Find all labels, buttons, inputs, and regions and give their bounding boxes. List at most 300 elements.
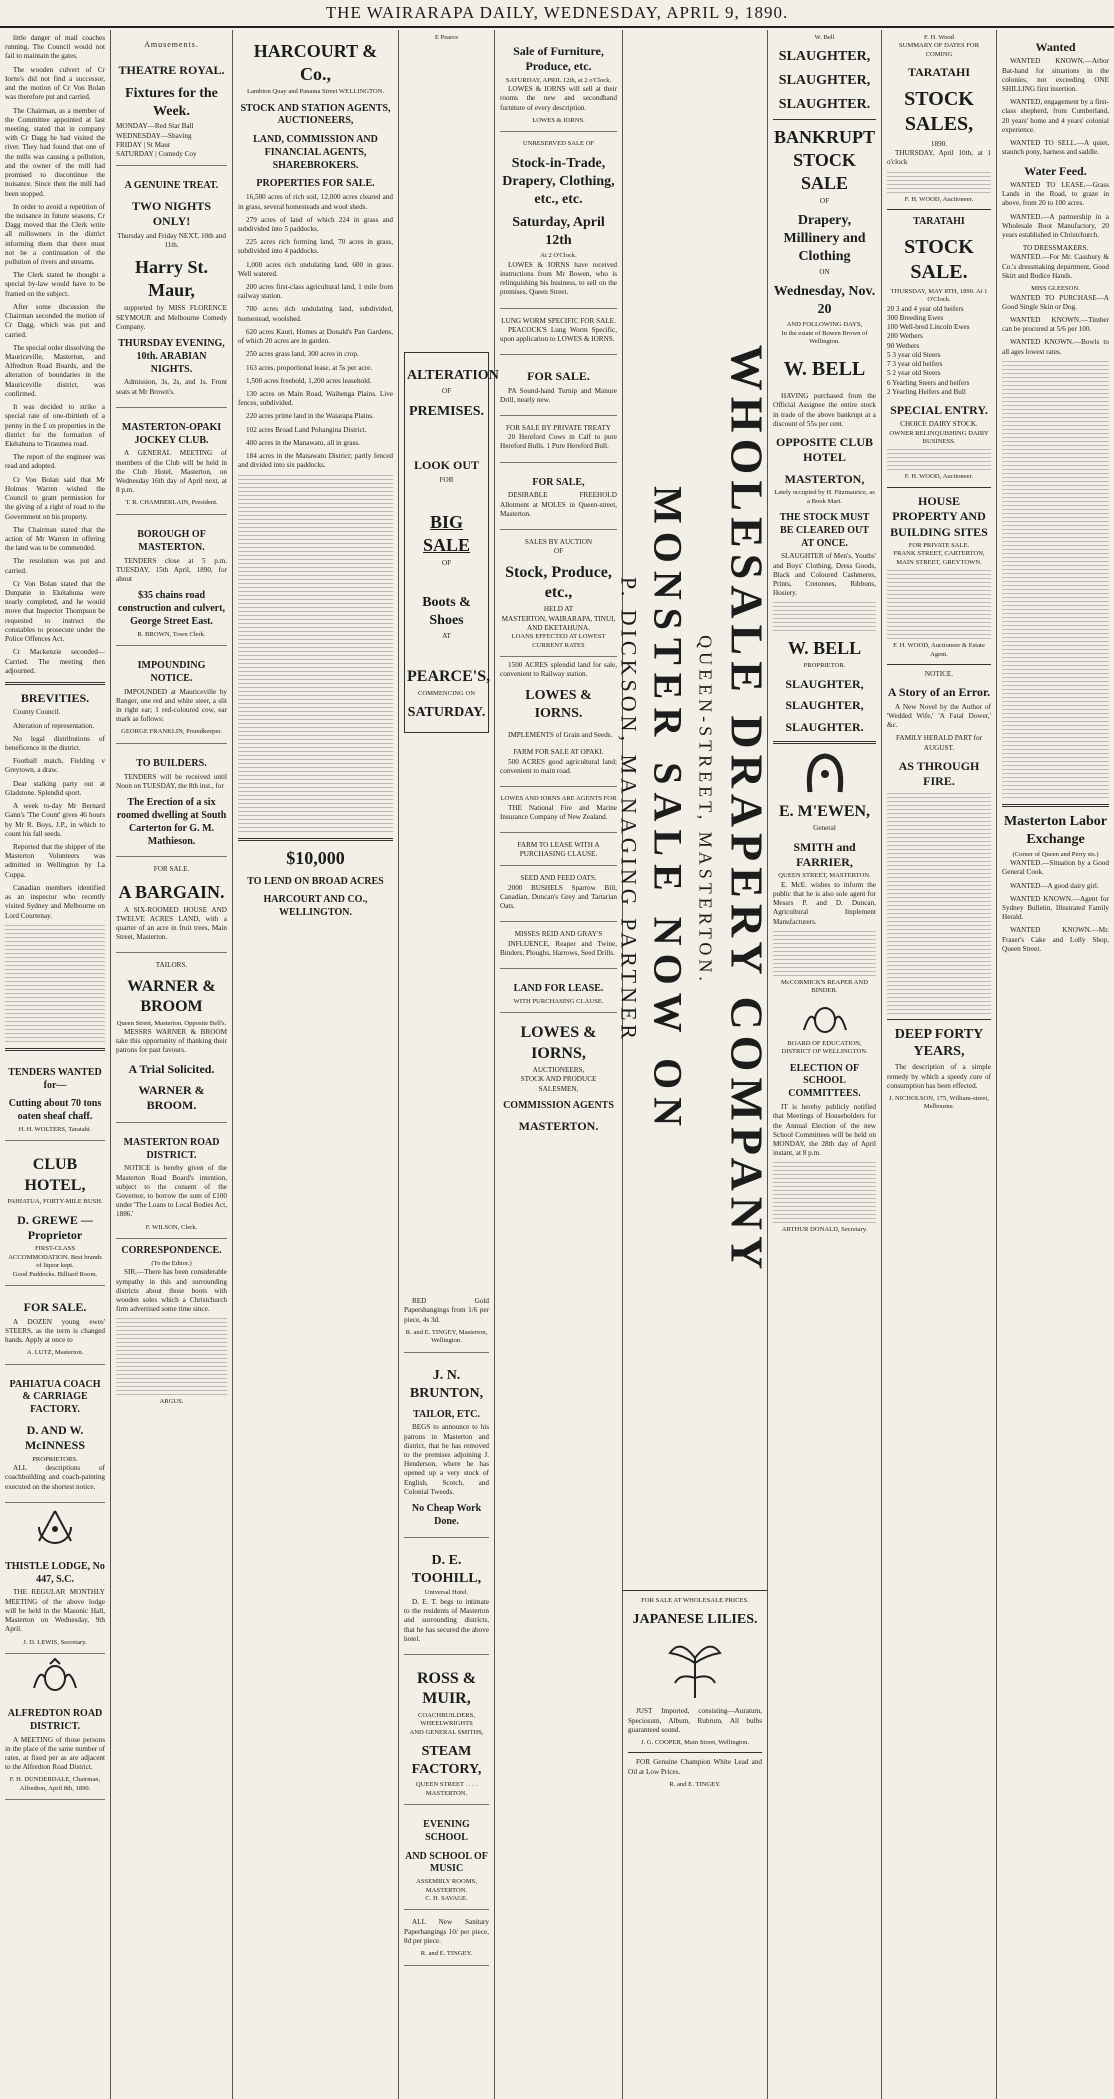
property-item: 220 acres prime land in the Waiarapa Plains. <box>246 412 374 421</box>
brevity-item: Reported that the shipper of the Masterton Volunteers was admitted in Wellington by La Cuppa. <box>5 842 105 879</box>
section-heading: CORRESPONDENCE. <box>121 1245 222 1257</box>
ad-word: HELD AT <box>543 605 574 614</box>
implements-ad <box>500 926 617 969</box>
ad-name: D. E. TOOHILL, <box>411 1552 482 1586</box>
for-sale-ad <box>5 1290 105 1364</box>
horseshoe-icon <box>773 750 876 796</box>
news-paragraph: The resolution was put and carried. <box>5 557 105 575</box>
ad-subheading: TARATAHI <box>907 65 970 80</box>
ad-highlight: SPECIAL ENTRY. <box>890 403 988 417</box>
ad-name: Harry St. Maur, <box>135 257 208 301</box>
ad-signature: F. H. WOOD, Auctioneer. <box>904 473 974 481</box>
ad-body: A DOZEN young ewes' STEERS, as the term is changed hands. Apply at once to <box>5 1317 105 1344</box>
ad-signature: F. H. DUNDERDALE, Chairman, Alfredton, April 8th, 1890. <box>9 1776 101 1792</box>
ad-heading: BOARD OF EDUCATION, DISTRICT OF WELLINGTON. <box>781 1039 868 1056</box>
ad-date: SATURDAY. <box>407 705 486 721</box>
brevity-item: County Council. <box>13 708 61 717</box>
club-hotel-ad <box>5 1145 105 1286</box>
property-item: 102 acres Broad Land Pohangina District. <box>246 425 367 434</box>
farm-sale-ad <box>500 744 617 787</box>
ad-heading: ALFREDTON ROAD DISTRICT. <box>7 1707 103 1732</box>
ad-date: Wednesday, Nov. 20 <box>773 284 876 318</box>
papers-ad <box>404 1293 489 1353</box>
ad-location: OPPOSITE CLUB HOTEL <box>775 435 874 465</box>
property-item: 400 acres in the Manawatu, all in grass. <box>246 438 360 447</box>
ad-heading: SLAUGHTER, <box>785 676 864 691</box>
ad-location: QUEEN STREET, MASTERTON. <box>778 872 871 880</box>
ad-heading: FOR SALE, <box>532 476 585 488</box>
alfredton-notice <box>5 1698 105 1800</box>
news-paragraph: After some discussion the Chairman seconded the motion of Cr Dagg, which was put and carried. <box>5 302 105 339</box>
ad-signature: F. WILSON, Clerk. <box>145 1223 198 1231</box>
wanted-ad: WANTED KNOWN.—Mr. Fraser's Cake and Lolly Shop, Queen Street. <box>1002 926 1109 953</box>
news-paragraph: It was decided to strike a special rate of one-thirtieth of a penny in the £ on properties in the district for the formation of Ekétahuna to Tiraumea road. <box>5 403 105 448</box>
ad-subheading: PROPRIETORS. <box>32 1455 78 1463</box>
wanted-ad: WANTED.—For Mr. Cassbury & Co.'s dressmaking department, Good Skirt and Bodice Hands. <box>1002 253 1109 280</box>
land-lease-ad <box>500 973 617 1013</box>
ad-footer: HARCOURT AND CO., WELLINGTON. <box>263 894 368 919</box>
ad-subheading: LAND, COMMISSION AND FINANCIAL AGENTS, SHAREBROKERS. <box>253 134 378 171</box>
ad-heading: BOROUGH OF MASTERTON. <box>137 528 206 553</box>
ad-word: FOR <box>439 475 454 484</box>
property-item: 200 acres first-class agricultural land, 1 mile from railway station. <box>238 283 393 301</box>
ad-subheading: FAMILY HERALD PART for AUGUST. <box>895 734 983 752</box>
warner-broom-ad <box>116 957 227 1122</box>
ad-word: COMMENCING ON <box>418 689 475 697</box>
pearce-ad <box>404 352 499 733</box>
ad-highlight: A Trial Solicited. <box>128 1061 215 1076</box>
ad-footer: No Cheap Work Done. <box>411 1503 482 1527</box>
rotated-banner <box>616 30 773 1591</box>
insurance-ad <box>500 791 617 833</box>
coach-factory-ad <box>5 1369 105 1503</box>
property-item: 184 acres in the Manawatu District; partly fenced and divided into six paddocks. <box>238 452 393 470</box>
ad-highlight: The Erection of a six roomed dwelling at South Carterton for G. M. Mathieson. <box>116 797 227 847</box>
ad-title: BANKRUPT STOCK SALE <box>773 127 875 194</box>
impounding-notice <box>116 650 227 744</box>
lowes-iorns-card <box>500 1023 617 1134</box>
ad-body: 500 ACRES good agricultural land; convenient to main road. <box>500 757 617 775</box>
ad-highlight: THE STOCK MUST BE CLEARED OUT AT ONCE. <box>779 511 870 549</box>
columns <box>0 30 1114 2099</box>
ad-time: At 2 O'Clock. <box>540 252 577 260</box>
ad-body: HAVING purchased from the Official Assignee the entire stock in trade of the above bankrupt at a discount of 55s per cent. <box>773 392 876 428</box>
ad-heading: FOR SALE AT WHOLESALE PRICES. <box>641 1597 749 1604</box>
ad-date: 1890. <box>930 139 948 148</box>
ad-title: A BARGAIN. <box>118 881 225 902</box>
ad-signature: J. G. COOPER, Main Street, Wellington. <box>640 1739 750 1746</box>
wanted-ad: WANTED KNOWN.—Bowls to all ages lowest rates. <box>1002 338 1109 356</box>
ad-body: TENDERS will be received until Noon on TUESDAY, the 8th inst., for <box>116 772 227 790</box>
ad-body: E. McE. wishes to inform the public that he is also sole agent for Messrs P. and D. Duncan, Agricultural Implement Manufacturers. <box>773 880 876 926</box>
wanted-ad: WANTED KNOWN.—Arbor Bat-hand for situations in the colonies, not exceeding ONE SHILLING first insertion. <box>1002 57 1109 94</box>
correspondence <box>116 1245 227 1407</box>
ad-heading: TAILORS. <box>155 961 188 970</box>
ad-heading: PAHIATUA COACH & CARRIAGE FACTORY. <box>9 1378 101 1416</box>
column-label: W. Bell <box>814 34 835 41</box>
fixture-item: SATURDAY | Comedy Coy <box>116 150 197 159</box>
ad-body: INFLUENCE, Reaper and Twine, Binders, Ploughs, Harrows, Seed Drills. <box>500 939 617 957</box>
ad-name: WARNER & BROOM <box>127 977 216 1016</box>
property-item: 1,000 acres rich undulating land, 600 in grass. Well watered. <box>238 260 393 278</box>
section-subheading: (To the Editor.) <box>151 1259 192 1267</box>
ad-subheading: SALESMEN, <box>538 1084 579 1093</box>
news-paragraph: The special order dissolving the Mauriceville, Masterton, and Alfredton Road Boards, and the alteration of boundaries in the Mauriceville district, was confirmed. <box>5 343 105 398</box>
ad-location: Queen Street, Masterton. Opposite Bell's. <box>116 1019 227 1027</box>
property-item: 250 acres grass land, 300 acres in crop. <box>246 350 359 359</box>
wanted-ad: WANTED KNOWN.—Timber can be procured at 5/6 per 100. <box>1002 315 1109 334</box>
furniture-sale-ad <box>500 34 617 132</box>
section-heading: TO DRESSMAKERS. <box>1022 244 1089 253</box>
column-label: F. H. Wood <box>924 34 954 41</box>
ad-heading: THEATRE ROYAL. <box>118 63 225 78</box>
banner-line-1: WHOLESALE DRAPERY COMPANY <box>721 344 773 1276</box>
column-9-wanted <box>997 30 1114 2099</box>
ad-subheading: AUCTIONEERS, <box>532 1066 585 1075</box>
ad-body: TENDERS close at 5 p.m. TUESDAY, 15th April, 1890, for about <box>116 556 227 583</box>
property-item: 279 acres of land of which 224 in grass and subdivided into 5 paddocks. <box>238 215 393 233</box>
ad-location: ASSEMBLY ROOMS, MASTERTON. <box>415 1878 478 1894</box>
ad-word: OF <box>441 559 452 568</box>
ad-subheading: In the estate of Bowen Brown of Wellington. <box>781 329 868 346</box>
ad-body: DESIRABLE FREEHOLD Allotment at MOLES in Queen-street, Masterton. <box>500 491 617 518</box>
ad-body: FOR Genuine Champion White Lead and Oil at Low Prices. <box>628 1758 762 1776</box>
loan-amount: $10,000 <box>286 847 345 868</box>
ad-highlight: Boots & Shoes <box>422 595 471 629</box>
ad-heading: Sale of Furniture, Produce, etc. <box>513 44 604 74</box>
ad-subheading: PAHIATUA, FORTY-MILE BUSH. <box>7 1198 103 1206</box>
ad-heading: FOR SALE. <box>527 369 590 384</box>
ad-signature: MISS GLEESON. <box>1031 285 1080 293</box>
column-1-news <box>0 30 111 2099</box>
ad-heading: THISTLE LODGE, No 447, S.C. <box>5 1560 105 1585</box>
ad-name: D. AND W. McINNESS <box>24 1423 85 1453</box>
wanted-ad: WANTED TO SELL.—A quiet, staunch pony, harness and saddle. <box>1002 139 1109 157</box>
ad-title: Stock-in-Trade, Drapery, Clothing, etc., etc. <box>502 155 615 207</box>
ad-heading: MASTERTON ROAD DISTRICT. <box>123 1136 220 1161</box>
ad-subheading: PROPRIETOR. <box>803 662 846 670</box>
ad-highlight: THURSDAY EVENING, 10th. ARABIAN NIGHTS. <box>118 337 225 375</box>
ad-heading: CLUB HOTEL, <box>24 1156 86 1194</box>
wanted-ad: WANTED.—A partnership in a Wholesale Boot Manufactory, 20 years established in Christchurch. <box>1002 212 1109 239</box>
lily-icon <box>628 1633 762 1703</box>
column-5-lowes-iorns <box>495 30 623 2099</box>
section-heading: Wanted <box>1035 40 1076 54</box>
ad-body: THURSDAY, April 10th, at 1 o'clock <box>887 149 991 167</box>
ad-title: A Story of an Error. <box>887 685 991 700</box>
property-item: 130 acres on Main Road, Waihenga Plains. Live fences, subdivided. <box>238 390 393 408</box>
ad-body: 20 Hereford Cows in Calf to pure Hereford Bulls. 1 Pure Hereford Bull. <box>500 433 617 451</box>
column-7-bell <box>768 30 882 2099</box>
ad-location: MASTERTON, WAIRARAPA, TINUI, AND EKETAHUNA. <box>501 614 616 632</box>
stock-in-trade-ad <box>500 136 617 308</box>
stock-entry: 100 Well-bred Lincoln Ewes <box>887 323 970 332</box>
news-paragraph: The wooden culvert of Cr Iorns's did not find a successor, and the motion of Cr Von Bolan was therefore put and carried. <box>5 65 105 102</box>
ad-heading: FARM FOR SALE AT OPAKI. <box>513 748 604 757</box>
ad-location: MASTERTON, <box>784 471 865 486</box>
ad-title: STOCK SALES, <box>904 87 974 136</box>
ad-title: STOCK SALE. <box>904 235 974 284</box>
ad-signature: F. H. WOOD, Auctioneer & Estate Agent. <box>893 642 985 658</box>
news-paragraph: The Chairman, as a member of the Committee appointed at last meeting, stated that in company with Cr Dagg he had visited the river. They had found that one of the mills was causing a pollution, and the owner of the mill had promised to discontinue the nuisance. Since then the mill had been stopped. <box>5 106 105 198</box>
ad-date: THURSDAY, MAY 8TH, 1890. At 1 O'Clock. <box>890 287 988 304</box>
lodge-notice <box>5 1551 105 1654</box>
ad-heading: TENDERS WANTED for— <box>8 1066 102 1091</box>
ad-body: IT is hereby publicly notified that Meetings of Householders for the Annual Election of the new School Committees will be held on MONDAY, the 28th day of April instant, at 8 p.m. <box>773 1103 876 1158</box>
ad-word: OF <box>441 387 452 396</box>
brevity-item: Canadian members identified as an inspector who recently visited Sydney and Melbourne on Lord Courtenay. <box>5 883 105 920</box>
ad-footer: Good Paddocks. Billiard Room. <box>12 1270 98 1278</box>
ad-subheading: FOR PRIVATE SALE. <box>908 541 970 549</box>
ad-signature: GEORGE FRANKLIN, Poundkeeper. <box>121 728 222 736</box>
stock-entry: 200 Wethers <box>887 332 923 341</box>
brevity-item: Alteration of representation. <box>13 721 95 730</box>
ad-signature: ARTHUR DONALD, Secretary. <box>781 1226 868 1234</box>
ross-muir-ad <box>404 1659 489 1805</box>
news-paragraph: Cr Von Bolan stated that the Dunpatie in Ekétahuna were nearly completed, and he would move that Inspector Thompson be requested to instruct the constables to prosecute under the Police Offences Act. <box>5 579 105 644</box>
builders-ad <box>116 748 227 857</box>
ad-heading: UNRESERVED SALE OF <box>522 140 595 148</box>
stock-entry: 7 3 year old heifers <box>887 360 943 369</box>
section-heading: Amusements. <box>144 40 199 49</box>
ad-subheading: Fixtures for the Week. <box>125 85 218 119</box>
ad-proprietor: D. GREWE — Proprietor <box>17 1212 93 1243</box>
ad-heading: FOR SALE. <box>23 1300 87 1315</box>
ad-heading: SLAUGHTER. <box>778 97 871 113</box>
ad-body: NOTICE is hereby given of the Masterton Road Board's intention, subject to the consent of the Governor, to borrow the sum of £100 under 'The Loans to Local Bodies Act, 1886.' <box>116 1164 227 1219</box>
ad-title: BIG SALE <box>422 512 471 556</box>
column-4-pearce <box>399 30 499 2099</box>
wanted-ad: WANTED TO LEASE.—Grass Lands in the Road, to graze in above, from 20 to 100 acres. <box>1002 180 1109 208</box>
ad-word: AT <box>442 632 451 641</box>
news-paragraph: The Chairman stated that the action of Mr Warren in offering the land was to be commended. <box>5 525 105 553</box>
ad-heading: TO BUILDERS. <box>136 757 207 769</box>
fixture-item: FRIDAY | St Maur <box>116 140 171 149</box>
farm-lease-ad <box>500 837 617 866</box>
section-heading: Water Feed. <box>1024 163 1087 178</box>
brevities-heading: BREVITIES. <box>20 691 90 705</box>
news-paragraph: little danger of mail coaches running. The Council would not fail to maintain the gates. <box>5 34 105 61</box>
banner-line-2: QUEEN-STREET, MASTERTON. <box>695 635 716 985</box>
ad-heading: MASTERTON-OPAKI JOCKEY CLUB. <box>121 421 222 446</box>
ad-prices: Admission, 3s, 2s, and 1s. Front seats at Mr Brown's. <box>116 378 227 396</box>
news-paragraph: Cr Mackenzie seconded—Carried. The meeting then adjourned. <box>5 648 105 675</box>
ad-heading: SUMMARY OF DATES FOR COMING <box>898 42 980 58</box>
harry-st-maur-ad <box>116 170 227 408</box>
freehold-ad <box>500 467 617 530</box>
ad-heading: MISSES REID AND GRAY'S <box>514 930 603 939</box>
lowes-iorns-name: LOWES & IORNS. <box>525 688 592 722</box>
ad-heading: HOUSE PROPERTY AND BUILDING SITES <box>890 493 988 539</box>
ad-subheading: COACHBUILDERS, WHEELWRIGHTS <box>418 1711 475 1728</box>
news-paragraph: The Clerk stated he thought a special by-law would have to be framed on the subject. <box>5 271 105 298</box>
ad-subheading: LOOK OUT <box>413 458 479 473</box>
stock-entry: 90 Wethers <box>887 341 920 350</box>
ad-heading: FOR SALE BY PRIVATE TREATY <box>506 423 611 432</box>
ad-word: OF <box>819 197 830 206</box>
news-paragraph: The report of the engineer was read and adopted. <box>5 453 105 471</box>
ad-subheading: TWO NIGHTS ONLY! <box>131 199 212 229</box>
ad-signature: R. and E. TINGEY, Masterton, Wellington. <box>405 1328 488 1345</box>
ad-heading: A GENUINE TREAT. <box>124 180 219 192</box>
ad-word: General <box>813 824 836 833</box>
ad-highlight: STEAM FACTORY, <box>411 1744 482 1778</box>
ad-subheading: WITH PURCHASING CLAUSE. <box>513 997 604 1005</box>
ad-body: The description of a simple remedy by which a speedy cure of consumption has been effected. <box>887 1063 991 1090</box>
stock-entry: 6 Yearling Steers and heifers <box>887 378 970 387</box>
private-treaty-ad <box>500 420 617 463</box>
ad-word: ON <box>819 268 830 277</box>
ad-signature: F. H. WOOD, Auctioneer. <box>904 195 974 203</box>
ad-signature: J. D. LEWIS, Secretary. <box>23 1638 87 1646</box>
ad-heading: SLAUGHTER. <box>785 719 864 734</box>
ad-title: JAPANESE LILIES. <box>632 1612 758 1628</box>
ad-signature: R. and E. TINGEY. <box>420 1950 473 1958</box>
ad-body: ALL descriptions of coachbuilding and coach-painting executed on the shortest notice. <box>5 1464 105 1491</box>
ad-title: AS THROUGH FIRE. <box>898 758 980 789</box>
property-item: 700 acres rich undulating land, subdivided, homestead, woolshed. <box>238 305 393 323</box>
ad-heading: FARM TO LEASE WITH A PURCHASING CLAUSE. <box>517 841 600 859</box>
ad-name: W. BELL <box>787 638 862 659</box>
ad-body: A MEETING of those persons in the place of the same number of rates, at fixed per as are adjacent to the Alfredton Road District. <box>5 1735 105 1772</box>
ad-subheading: SMITH and FARRIER, <box>793 839 856 870</box>
ad-body: A SIX-ROOMED HOUSE AND TWELVE ACRES LAND, with a quarter of an acre in fruit trees, Main Street, Masterton. <box>116 905 227 942</box>
ad-body: IMPLEMENTS of Grain and Seeds. <box>508 731 613 740</box>
ad-signature: LOWES & IORNS. <box>532 116 585 124</box>
fixture-item: WEDNESDAY—Shaving <box>116 131 192 140</box>
ad-name: ROSS & MUIR, <box>416 1670 477 1708</box>
ad-subheading: OWNER RELINQUISHING DAIRY BUSINESS. <box>889 429 989 446</box>
section-heading: Masterton Labor Exchange <box>1003 813 1108 847</box>
royal-crest-icon <box>773 1000 876 1036</box>
ad-heading: LOWES AND IORNS ARE AGENTS FOR <box>500 795 617 803</box>
stock-entry: 300 Breeding Ewes <box>887 314 944 323</box>
bargain-ad <box>116 861 227 953</box>
ad-signature: C. H. SAVAGE. <box>425 1895 468 1902</box>
ad-heading: ALTERATION <box>407 368 499 384</box>
ad-subheading: AND GENERAL SMITHS, <box>409 1728 484 1736</box>
ad-name: LOWES & IORNS, <box>520 1024 597 1062</box>
auction-ad <box>500 534 617 657</box>
ad-subheading: Drapery, Millinery and Clothing <box>783 213 866 265</box>
ad-subheading: TAILOR, ETC. <box>413 1408 480 1420</box>
ad-heading: NOTICE. <box>924 670 954 679</box>
brevity-item: A week to-day Mr Bernard Gann's 'The Count' gives 46 hours by Mr R. Boys, J.P., in which to count his fall seeds. <box>5 802 105 838</box>
ad-body: A New Novel by the Author of 'Wedded Wife,' 'A Fatal Dower,' &c. <box>887 702 991 730</box>
ad-signature: H. H. WOLTERS, Taratahi. <box>18 1125 92 1133</box>
ad-heading: PREMISES. <box>408 403 485 419</box>
ad-body: BEGS to announce to his patrons in Masterton and district, that he has removed to the premises adjoining J. Henderson, where he has opened up a very stock of English, Scotch, and Colonial Tweeds. <box>404 1423 489 1496</box>
brevity-item: Dear stalking party out at Gladstone. Splendid sport. <box>5 779 105 797</box>
masonic-emblem-icon <box>5 1507 105 1547</box>
ad-heading: TO LEND ON BROAD ACRES <box>247 875 384 887</box>
ad-name: WARNER & BROOM. <box>138 1083 205 1113</box>
ad-signature: J. NICHOLSON, 175, William-street, Melbourne. <box>889 1095 989 1111</box>
property-item: 1,500 acres freehold, 1,200 acres leasehold. <box>246 376 372 385</box>
stock-entry: 2 Yearling Heifers and Bull <box>887 387 966 396</box>
letter-body: SIR,—There has been considerable sympathy in this and surrounding districts about those boots with wooden soles which a Christchurch firm advertised some time since. <box>116 1268 227 1314</box>
ad-body: D. E. T. begs to intimate to the residents of Masterton and surrounding districts, that he has secured the above hotel. <box>404 1597 489 1643</box>
road-district-notice <box>116 1127 227 1239</box>
tenders-ad <box>5 1057 105 1142</box>
drill-sale-ad <box>500 359 617 416</box>
ad-highlight: $35 chains road construction and culvert, George Street East. <box>118 590 225 627</box>
ad-heading: PROPERTIES FOR SALE. <box>256 178 375 190</box>
ad-subheading: TARATAHI <box>913 215 965 227</box>
ad-subheading: STOCK AND PRODUCE <box>520 1075 597 1084</box>
ad-signature: T. R. CHAMBERLAIN, President. <box>125 499 218 507</box>
ad-heading: SALES BY AUCTION <box>524 538 593 547</box>
ad-heading: FOR SALE. <box>153 865 190 874</box>
ad-name: HARCOURT & Co., <box>253 41 378 85</box>
ad-subheading: ELECTION OF SCHOOL COMMITTEES. <box>788 1062 861 1100</box>
news-paragraph: In order to avoid a repetition of the nuisance in future seasons, Cr Dagg moved that the Clerk write all millowners in the district informing them that there must not be a continuation of the pollution of rivers and streams. <box>5 202 105 267</box>
evening-school-ad <box>404 1809 489 1911</box>
banner-text-group <box>614 60 775 1560</box>
ad-body: PEACOCK'S Lung Worm Specific, upon application to LOWES & IORNS. <box>500 325 617 343</box>
ad-heading: IMPOUNDING NOTICE. <box>137 659 206 684</box>
ad-location: MASTERTON. <box>518 1118 599 1133</box>
ad-body: THE National Fire and Marine Insurance Company of New Zealand. <box>500 803 617 821</box>
brevity-item: Football match, Fielding v Greytown, a draw. <box>5 757 105 775</box>
wanted-ad: WANTED TO PURCHASE—A Good Single Skin or Dog. <box>1002 293 1109 311</box>
ad-body: ALL New Sanitary Paperhangings 10/ per piece, 8d per piece. <box>404 1918 489 1945</box>
news-paragraph: Cr Von Bolan said that Mr Holmes Warren wished the Council to grant permission for the giving of a right of road to the Government on his property. <box>5 475 105 521</box>
section-subheading: (Corner of Queen and Perry sts.) <box>1012 850 1099 858</box>
ad-body: 2000 BUSHELS Sparrow Bill, Canadian, Duncan's Grey and Tartarian Oats. <box>500 883 617 911</box>
column-2-amusements <box>111 30 233 2099</box>
ad-body: 1500 ACRES splendid land for sale, convenient to Railway station. <box>500 661 617 679</box>
ad-title: DEEP FORTY YEARS, <box>894 1026 984 1060</box>
ad-body: JUST Imported, consisting—Auratum, Speciosum, Album, Rubrum. All bulbs guaranteed sound. <box>628 1707 762 1734</box>
ad-body: SLAUGHTER of Men's, Youths' and Boys' Clothing, Dress Goods, Black and Coloured Cashmeres, Prints, Cretonnes, Ribbons, Hosiery. <box>773 552 876 598</box>
ad-heading: SEED AND FEED OATS. <box>520 874 597 883</box>
ad-footer: LOANS EFFECTED AT LOWEST CURRENT RATES <box>511 633 606 649</box>
ad-signature: R. BROWN, Town Clerk. <box>137 630 206 638</box>
royal-crest-icon <box>5 1658 105 1694</box>
ad-location: Lambton Quay and Panama Street WELLINGTON. <box>246 88 385 96</box>
ad-name: E. M'EWEN, <box>778 802 871 820</box>
property-item: 16,500 acres of rich soil, 12,000 acres cleared and in grass, several homesteads and wool sheds. <box>238 193 393 211</box>
wanted-ad: WANTED, engagement by a first-class shepherd, from Cumberland, 20 years' home and 4 years' colonial experience. <box>1002 98 1109 134</box>
ad-name: PEARCE'S, <box>407 668 491 686</box>
masthead-title: THE WAIRARAPA DAILY, WEDNESDAY, APRIL 9, 1890. <box>325 3 789 22</box>
ad-date: Saturday, April 12th <box>512 215 605 249</box>
oats-ad <box>500 870 617 922</box>
stock-entry: 5 3 year old Steers <box>887 350 941 359</box>
ad-location: QUEEN STREET . . . . MASTERTON. <box>415 1781 478 1797</box>
ad-heading: LAND FOR LEASE. <box>513 982 604 994</box>
ad-body: RED Gold Papershangings from 1/6 per piece, 4s 3d. <box>404 1297 489 1324</box>
ad-heading: SLAUGHTER, <box>778 73 871 89</box>
ad-name: J. N. BRUNTON, <box>409 1367 484 1401</box>
ad-body: A GENERAL MEETING of members of the Club will be held in the Club Hotel, Masterton, on Wednesday 16th day of April next, at 8 p.m. <box>116 449 227 495</box>
column-6-drapery-banner <box>616 30 773 2099</box>
ad-body: IMPOUNDED at Mauriceville by Ranger, one red and white steer, a slit in right ear; 1 red-coloured cow, ear mark as follows: <box>116 687 227 724</box>
masthead <box>0 0 1114 28</box>
ad-body: Cutting about 70 tons oaten sheaf chaff. <box>8 1098 102 1123</box>
fixture-item: MONDAY—Red Star Ball <box>116 122 194 131</box>
lung-worm-ad <box>500 313 617 356</box>
ad-subheading: CHOICE DAIRY STOCK. <box>900 420 978 429</box>
ad-location: FRANK STREET, CARTERTON, MAIN STREET, GREYTOWN. <box>893 550 985 566</box>
ad-name: W. BELL <box>783 357 866 380</box>
paperhangings-ad <box>404 1914 489 1965</box>
ad-body: FIRST-CLASS ACCOMMODATION. Best brands of liquor kept. <box>8 1245 102 1270</box>
ad-subheading: COMMISSION AGENTS <box>503 1099 614 1111</box>
toohill-ad <box>404 1542 489 1655</box>
ad-subheading: Universal Hotel. <box>424 1589 469 1597</box>
